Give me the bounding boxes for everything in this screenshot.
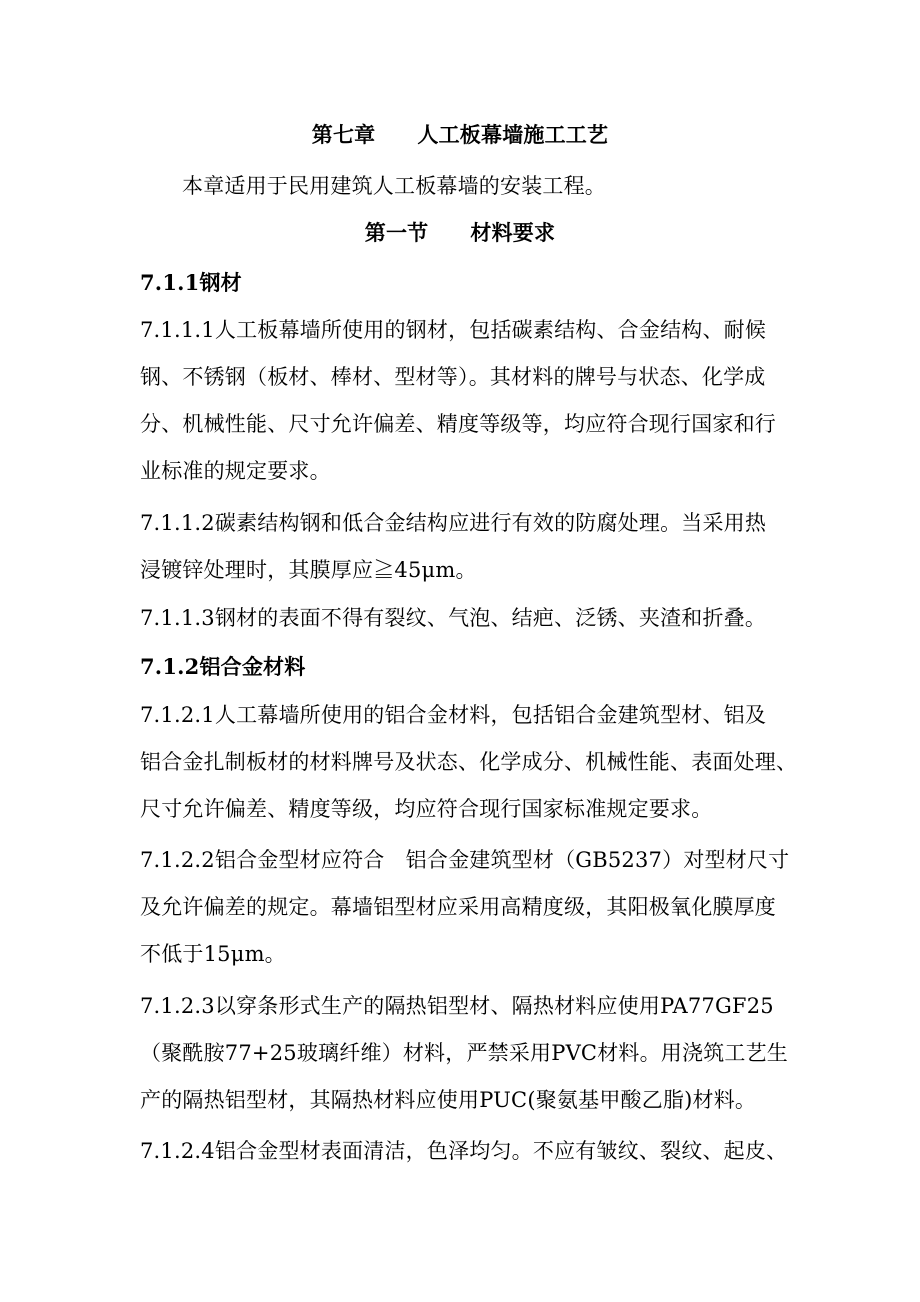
paragraph-line: 7.1.1.3钢材的表面不得有裂纹、气泡、结疤、泛锈、夹渣和折叠。 (140, 606, 767, 630)
section-name: 材料要求 (470, 220, 556, 245)
paragraph-line: 不低于15μm。 (140, 942, 286, 966)
paragraph-line: 铝合金扎制板材的材料牌号及状态、化学成分、机械性能、表面处理、 (140, 750, 798, 774)
paragraph-line: 尺寸允许偏差、精度等级，均应符合现行国家标准规定要求。 (140, 797, 713, 821)
paragraph-line: 7.1.1.2碳素结构钢和低合金结构应进行有效的防腐处理。当采用热 (140, 511, 767, 535)
paragraph-line: 7.1.2.3以穿条形式生产的隔热铝型材、隔热材料应使用PA77GF25 (140, 994, 774, 1018)
paragraph-line: 7.1.2.1人工幕墙所使用的铝合金材料，包括铝合金建筑型材、铝及 (140, 703, 767, 727)
paragraph-line: 分、机械性能、尺寸允许偏差、精度等级等，均应符合现行国家和行 (140, 412, 776, 436)
paragraph-line: 业标准的规定要求。 (140, 459, 331, 483)
paragraph-line: 产的隔热铝型材，其隔热材料应使用PUC(聚氨基甲酸乙脂)材料。 (140, 1088, 757, 1112)
heading-7-1-1: 7.1.1钢材 (140, 270, 242, 295)
heading-7-1-2: 7.1.2铝合金材料 (140, 654, 306, 679)
paragraph-line: （聚酰胺77+25玻璃纤维）材料，严禁采用PVC材料。用浇筑工艺生 (140, 1041, 788, 1065)
paragraph-line: 及允许偏差的规定。幕墙铝型材应采用高精度级，其阳极氧化膜厚度 (140, 895, 776, 919)
paragraph-line: 7.1.1.1人工板幕墙所使用的钢材，包括碳素结构、合金结构、耐候 (140, 318, 767, 342)
chapter-name: 人工板幕墙施工工艺 (417, 122, 609, 147)
paragraph-line: 浸镀锌处理时，其膜厚应≧45μm。 (140, 558, 477, 582)
chapter-title (0, 120, 920, 150)
paragraph-line: 7.1.2.2铝合金型材应符合 铝合金建筑型材（GB5237）对型材尺寸 (140, 848, 790, 872)
intro-paragraph: 本章适用于民用建筑人工板幕墙的安装工程。 (182, 174, 606, 198)
section-title (0, 218, 920, 248)
chapter-number: 第七章 (311, 122, 376, 147)
paragraph-line: 钢、不锈钢（板材、棒材、型材等）。其材料的牌号与状态、化学成 (140, 365, 766, 389)
section-number: 第一节 (364, 220, 429, 245)
paragraph-line: 7.1.2.4铝合金型材表面清洁，色泽均匀。不应有皱纹、裂纹、起皮、 (140, 1139, 788, 1163)
